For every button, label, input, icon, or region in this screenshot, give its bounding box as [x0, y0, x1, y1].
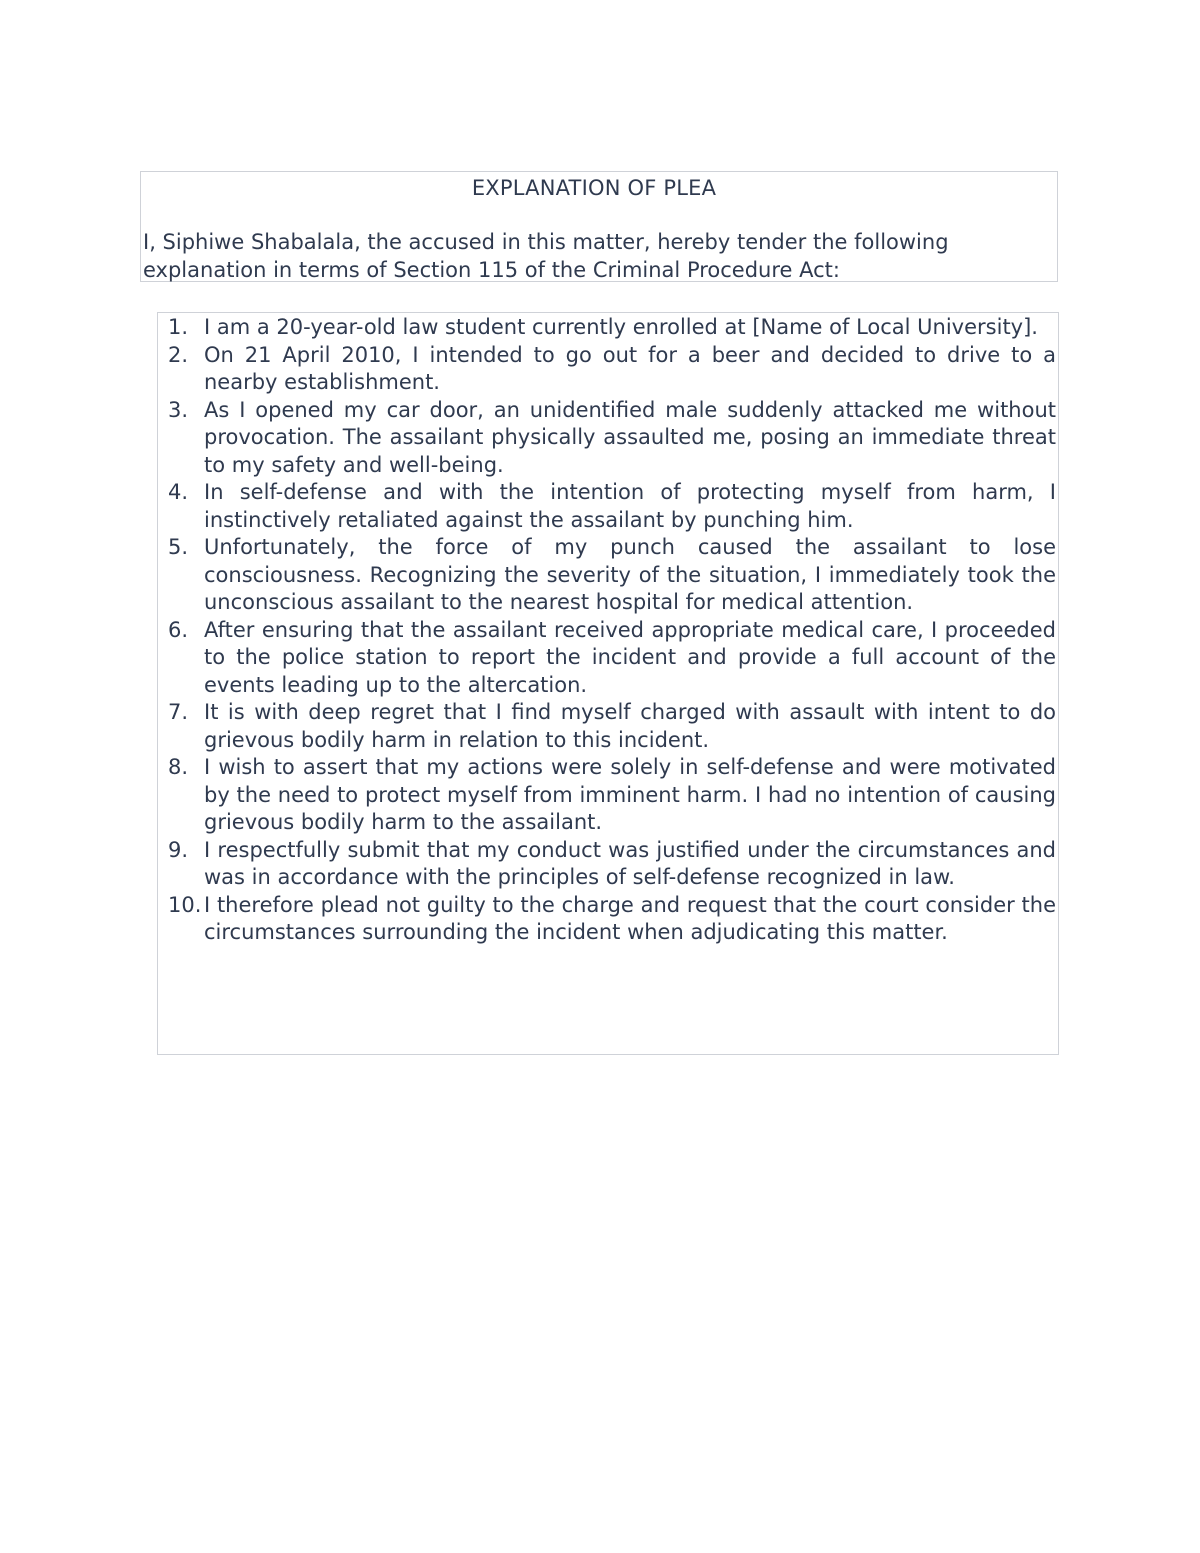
intro-box [140, 171, 1058, 282]
item-number: 7. [168, 700, 189, 724]
list-item [158, 892, 1056, 947]
item-number: 4. [168, 480, 189, 504]
list-item [158, 397, 1056, 480]
item-text: In self-defense and with the intention of protecting myself from harm, I instinctively retaliated against the assailant by punching him. [204, 480, 1056, 532]
item-text: I respectfully submit that my conduct was justified under the circumstances and was in accordance with the principles of self-defense recognized in law. [204, 837, 1056, 889]
list-item [158, 699, 1056, 754]
item-text: As I opened my car door, an unidentified male suddenly attacked me without provocation. The assailant physically assaulted me, posing an immediate threat to my safety and well-being. [204, 397, 1056, 477]
list-item [158, 617, 1056, 700]
item-text: Unfortunately, the force of my punch caused the assailant to lose consciousness. Recognizing the severity of the situation, I immediately took the unconscious assailant to the nearest hospital for medical attention. [204, 535, 1056, 614]
intro-paragraph: I, Siphiwe Shabalala, the accused in this matter, hereby tender the following explanation in terms of Section 115 of the Criminal Procedure Act: [143, 230, 949, 282]
item-number: 10. [168, 892, 202, 917]
item-number: 9. [168, 837, 189, 862]
item-text: On 21 April 2010, I intended to go out for a beer and decided to drive to a nearby establishment. [204, 342, 1056, 394]
document-title: EXPLANATION OF PLEA [471, 176, 717, 200]
list-item [158, 534, 1056, 617]
item-number: 3. [168, 397, 189, 422]
item-number: 8. [168, 755, 189, 779]
item-number: 1. [168, 315, 189, 339]
list-item [158, 479, 1056, 534]
item-text: I am a 20-year-old law student currently enrolled at [Name of Local University]. [204, 315, 1038, 339]
plea-list-box [157, 312, 1059, 1055]
plea-list [158, 314, 1056, 947]
list-item [158, 837, 1056, 892]
list-item [158, 754, 1056, 837]
item-text: After ensuring that the assailant received appropriate medical care, I proceeded to the police station to report the incident and provide a full account of the events leading up to the altercation. [204, 617, 1056, 697]
item-number: 2. [168, 342, 189, 367]
item-number: 6. [168, 617, 189, 642]
list-item [158, 314, 1056, 342]
item-text: I therefore plead not guilty to the charge and request that the court consider the circumstances surrounding the incident when adjudicating this matter. [204, 892, 1056, 944]
item-text: It is with deep regret that I find myself charged with assault with intent to do grievous bodily harm in relation to this incident. [204, 700, 1056, 752]
item-text: I wish to assert that my actions were solely in self-defense and were motivated by the need to protect myself from imminent harm. I had no intention of causing grievous bodily harm to the assailant. [204, 755, 1056, 834]
list-item [158, 342, 1056, 397]
item-number: 5. [168, 535, 189, 559]
